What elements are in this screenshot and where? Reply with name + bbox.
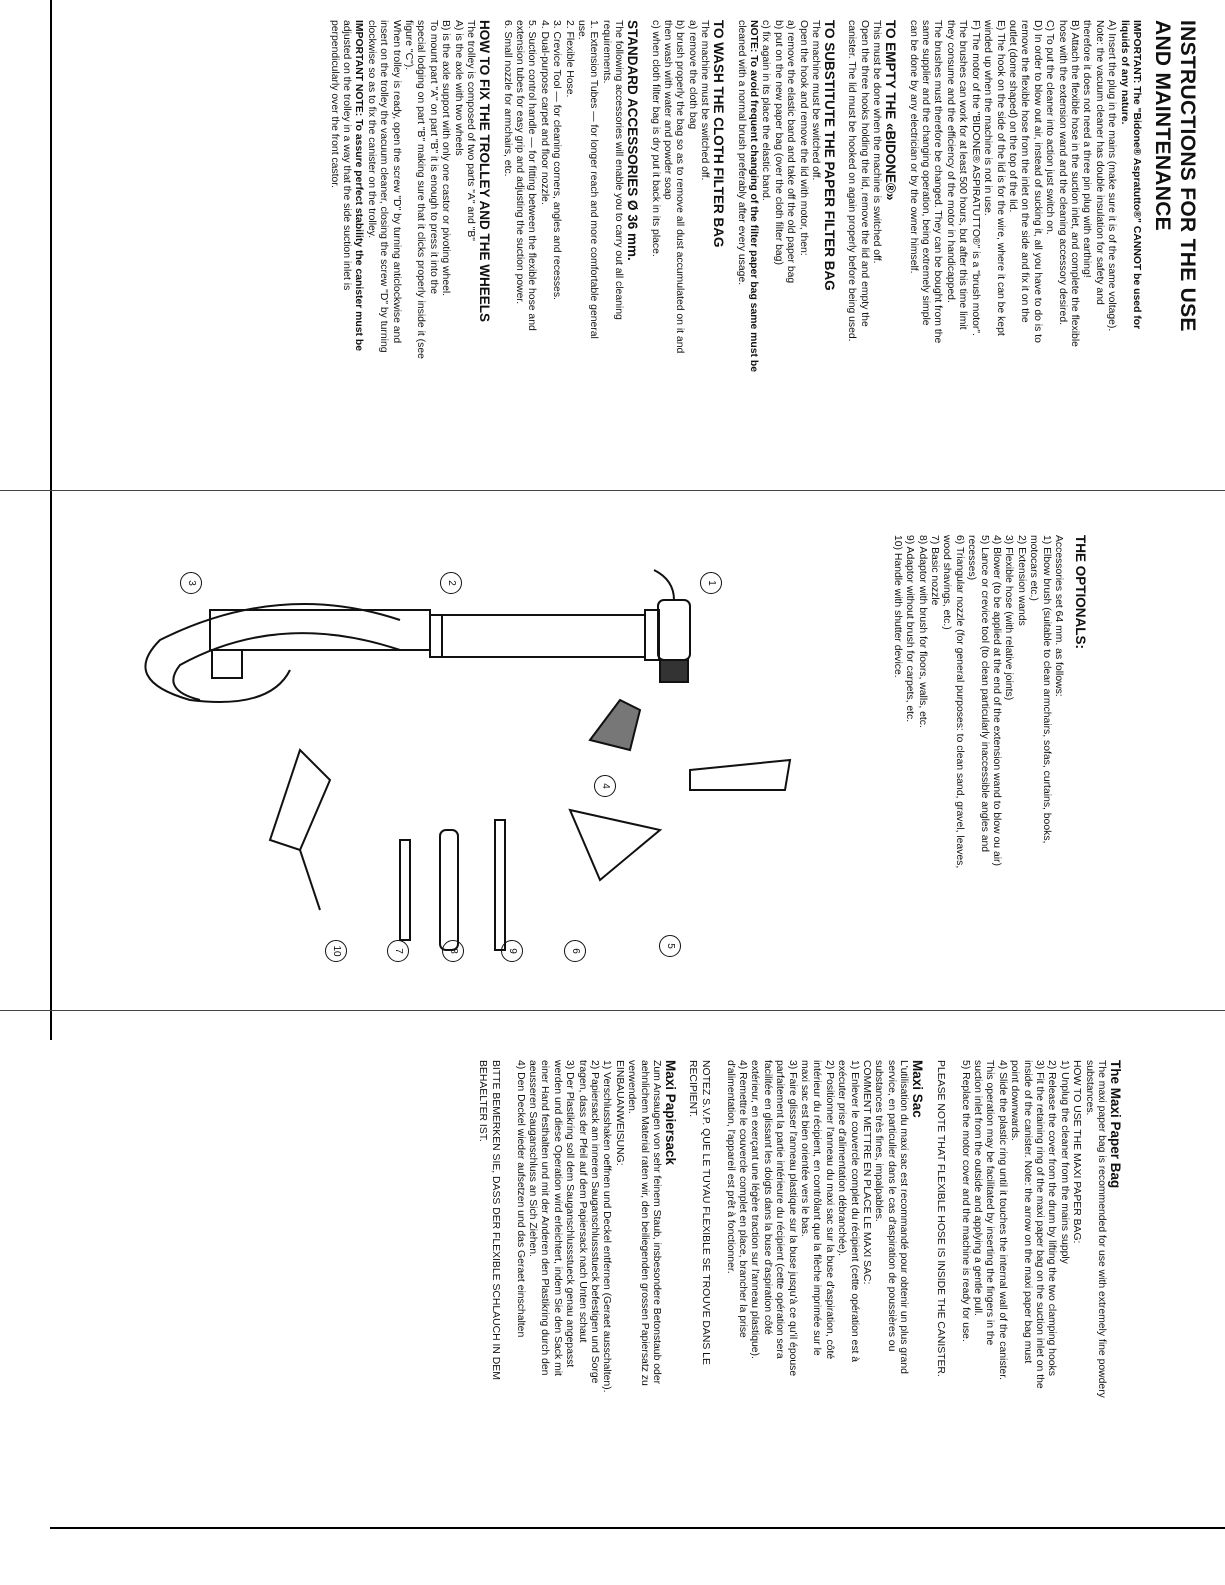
text-line: inside of the canister. Note: the arrow on the maxi paper bag must [1021,1060,1033,1364]
text-line: outlet (dome shaped) on the top of the lid. [1006,20,1018,213]
figure-number-7: 7 [387,940,409,962]
trolley-steps [327,20,476,490]
text-line: B) Attach the flexible hose in the suction inlet, and complete the flexible [1068,20,1080,347]
text-line [501,1060,513,1520]
figure-number-4: 4 [594,775,616,797]
text-line: tragen, dass der Pfeil auf dem Papiersack nach Unten schaut [576,1060,588,1343]
text-line: Open the hook and remove the lid with motor, then: [797,20,809,256]
text-line: 9) Adaptor without brush for carpets, etc. [904,535,916,723]
bottom-edge-rule [50,1527,1225,1529]
fold-line-1 [0,490,1225,491]
text-line: substances très fines, impalpables. [873,1060,885,1222]
maxi-bag-title: The Maxi Paper Bag [1108,1060,1123,1189]
text-line: BITTE BEMERKEN SIE, DASS DER FLEXIBLE SCHLAUCH IN DEM [489,1060,501,1380]
text-line: special lodging on part "B" making sure that it clicks properly inside it (see [415,20,427,359]
text-line: The brushes can work for at least 500 hours, but after this time limit [957,20,969,330]
text-line: requirements. [600,20,612,84]
text-line: aehnlichem Material raten wir, den beiliegenden grossen Papiersatz zu [638,1060,650,1386]
text-line: wood shavings, etc.) [941,535,953,630]
text-line: d'alimentation, l'appareil est prêt à fonctionner. [724,1060,736,1274]
text-line [711,1060,723,1520]
figure-number-2: 2 [440,572,462,594]
text-line: 4) Blower (to be applied at the end of the extension wand to blow ou air) [990,535,1002,866]
text-line: IMPORTANT NOTE: To assure perfect stability the canister must be [353,20,365,352]
text-line: clockwise so as to fix the canister on the trolley. [365,20,377,239]
text-line: C) To put the cleaner into action just switch on. [1044,20,1056,235]
text-line: 2) Release the cover from the drum by lifting the two clamping hooks [1046,1060,1058,1376]
text-line: 2) Extension wands [1015,535,1027,626]
text-line: point downwards. [1009,1060,1021,1141]
section-title-accessories: STANDARD ACCESSORIES Ø 36 mm. [625,20,641,261]
paper-bag-steps [734,20,821,490]
text-line: 8) Adaptor with brush for floors, walls, etc. [916,535,928,728]
text-line: 3) Der Plastikring soll dem Sauganschlussstueck genau angepasst [564,1060,576,1368]
text-line: adjusted on the trolley in a way that the side suction inlet is [341,20,353,291]
text-line: cleaned with a normal brush preferably after every usage. [735,20,747,286]
text-line: recesses) [966,535,978,581]
figure-number-10: 10 [325,940,347,962]
text-line: 2. Flexible Hose. [563,20,575,98]
text-line: 7) Basic nozzle [928,535,940,606]
triangular-nozzle-drawing [570,810,660,880]
text-line: c) when cloth filter bag is dry put it back in its place. [649,20,661,257]
text-line: hose with the extension wand and the cleaning accessory desired. [1056,20,1068,325]
important-note-l1: IMPORTANT: The "Bidone® Aspratutto®" CANNOT be used for [1131,20,1142,330]
text-line: B) is the axle support with only one castor or pivoting wheel. [440,20,452,297]
figure-number-3: 3 [180,572,202,594]
page-title-line-2: AND MAINTENANCE [1151,20,1174,231]
text-line: BEHAELTER IST. [477,1060,489,1142]
figure-number-9: 9 [501,940,523,962]
text-line: service, en particulier dans le cas d'aspiration de poussières ou [885,1060,897,1352]
text-line: Accessories set 64 mm. as follows: [1053,535,1064,697]
text-line: 4) Remettre le couvercle complet en place, brancher la prise [737,1060,749,1338]
text-line: use. [575,20,587,40]
text-line: 1) Unplug the cleaner from the mains supply [1058,1060,1070,1264]
usage-steps [906,20,1117,490]
text-line: substances. [1083,1060,1095,1116]
text-line: 4) Slide the plastic ring until it touches the internal wall of the canister. [996,1060,1008,1380]
text-line: 6. Small nozzle for armchairs, etc. [501,20,513,177]
text-line: 4) Den Deckel wieder aufsetzen und das Geraet einschalten [514,1060,526,1338]
text-line: verwenden. [626,1060,638,1114]
text-line: facilitée en glissant les doigts dans la buse d'aspiration côté [761,1060,773,1335]
floor-nozzle-drawings [400,820,505,950]
figure-number-1: 1 [700,572,722,594]
text-line: The maxi paper bag is recommended for use with extremely fine powdery [1096,1060,1107,1398]
shutter-handle-drawing [270,750,330,910]
text-line: insert on the trolley the vacuum cleaner, closing the screw "D" by turning [378,20,390,353]
extension-wand-drawing [430,610,659,660]
text-line: b) brush properly the bag so as to remove all dust accumulated on it and [674,20,686,354]
text-line: The machine must be switched off. [699,20,711,181]
text-line: canister. The lid must be hooked on again properly before being used. [846,20,858,342]
text-line: COMMENT METTRE EN PLACE LE MAXI SAC: [861,1060,873,1285]
text-line: aeusseren Sauganschluss an Sich Ziehen. [526,1060,538,1257]
maxi-papiersack-steps [476,1060,662,1520]
text-line [946,1060,958,1520]
text-line: PLEASE NOTE THAT FLEXIBLE HOSE IS INSIDE THE CANISTER. [934,1060,946,1377]
text-line: 1) Elbow brush (suitable to clean armchairs, sofas, curtains, books, [1040,535,1052,844]
text-line: 1. Extension Tubes — for longer reach and more comfortable general [588,20,600,339]
text-line: 3) Flexible hose (with relative joints) [1003,535,1015,701]
text-line: EINBAUANWEISUNG: [613,1060,625,1166]
accessories-illustration [100,520,1000,990]
text-line: This operation may be facilitated by inserting the fingers in the [984,1060,996,1346]
text-line: Open the three hooks holding the lid, remove the lid and empty the [858,20,870,327]
text-line: maxi sac est bien orientée vers le bas. [799,1060,811,1237]
empty-steps [845,20,882,490]
text-line: When trolley is ready, open the screw "D" by turning anticlockwise and [390,20,402,344]
text-line: winded up when the machine is not in use. [982,20,994,216]
figure-number-8: 8 [442,940,464,962]
text-line: can be done by any electrician or by the owner himself. [907,20,919,274]
crevice-tool-drawing [690,760,790,790]
flexible-hose-drawing [145,604,430,702]
blower-drawing [590,700,640,750]
text-line: HOW TO USE THE MAXI PAPER BAG: [1071,1060,1083,1244]
text-line: This must be done when the machine is switched off. [871,20,883,264]
text-line: 2) Papiersack am inneren Sauganschlussstueck befestigen und Sorge [588,1060,600,1384]
text-line: then wash with water and powder soap [662,20,673,200]
text-line: 3) Faire glisser l'anneau plastique sur la buse jusqu'à ce qu'il épouse [786,1060,798,1377]
text-line: F) The motor of the "BIDONE® ASPIRATUTTO®" is a "brush motor". [969,20,981,336]
text-line: E) The hook on the side of the lid is for the wire, where it can be kept [994,20,1006,336]
text-line: they consume and the efficiency of the motor in handicapped. [944,20,956,303]
cloth-bag-steps [648,20,710,490]
text-line: suction inlet from the outside and applying a gentle pull. [971,1060,983,1316]
text-line: remove the flexible hose from the inlet on the side and fix it on the [1019,20,1031,323]
text-line: therefore it does not need a three pin plug with earthing! [1081,20,1093,278]
text-line: 2) Positionner l'anneau du maxi sac sur la buse d'aspiration, côté [823,1060,835,1360]
text-line: einer Hand festhalten und mit der Anderen den Plastikring durch den [539,1060,551,1376]
text-line: RECIPIENT. [687,1060,699,1118]
important-note-l2: liquids of any nature. [1118,20,1130,125]
text-line: 10) Handle with shutter device. [891,535,903,678]
left-edge-rule [50,0,52,1040]
accessories-list [500,20,624,490]
text-line: extension tubes for easy grip and adjusting the suction power. [513,20,525,305]
maxi-sac-steps [686,1060,909,1520]
text-line: werden und diese Operation wird erleichtert, indem Sie den Sack mit [551,1060,563,1376]
text-line: intérieur du récipient, en contrôlant que la flèche imprimée sur le [811,1060,823,1356]
column-instructions [327,20,1200,490]
text-line: 1) Enlever le couvercle complet du récipient (cette opération est à [848,1060,860,1363]
text-line: perpendicularly over the front castor. [328,20,340,189]
optionals-title: THE OPTIONALS: [1073,535,1088,649]
column-maxi-bag [476,1060,1123,1520]
text-line: Zum Ansaugen von sehr feinem Staub, insbesondere Betonstaub oder [651,1060,662,1385]
text-line: 3) Fit the retaining ring of the maxi paper bag on the suction inlet on the [1033,1060,1045,1389]
maxi-papiersack-title: Maxi Papiersack [663,1060,678,1166]
text-line: To mount part "A" on part "B" it is enough to press it into the [427,20,439,295]
text-line: 6) Triangular nozzle (for general purposes: to clean sand, gravel, leaves, [953,535,965,869]
text-line: a) remove the cloth bag [686,20,698,130]
text-line: figure "C"). [403,20,415,71]
text-line: exécuter prise d'alimentation débranchée). [836,1060,848,1257]
text-line: The trolley is composed of two parts "A" and "B" [465,20,477,241]
text-line: NOTEZ S.V.P. QUE LE TUYAU FLEXIBLE SE TROUVE DANS LE [699,1060,711,1365]
maxi-sac-title: Maxi Sac [910,1060,926,1118]
text-line: 5) Replace the motor cover and the machine is ready for use. [959,1060,971,1342]
section-title-empty: TO EMPTY THE «BIDONE®» [883,20,899,201]
text-line: 4. Dual-purpose carpet and floor nozzle. [538,20,550,205]
figure-number-6: 6 [564,940,586,962]
section-title-trolley: HOW TO FIX THE TROLLEY AND THE WHEELS [477,20,493,323]
text-line: same supplier and the changing operation, being extremely simple [920,20,932,326]
text-line: 1) Verschlusshaken oeffnen und Deckel entfernen (Geraet ausschalten). [601,1060,613,1393]
text-line: NOTE: To avoid frequent changing of the filter paper bag same must be [748,20,760,372]
section-title-cloth-bag: TO WASH THE CLOTH FILTER BAG [711,20,727,248]
text-line: The brushes must therefore be changed. They can be bought from the [932,20,944,344]
maxi-bag-steps [933,1060,1107,1520]
section-title-paper-bag: TO SUBSTITUTE THE PAPER FILTER BAG [822,20,838,291]
text-line: c) fix again in its place the elastic band. [760,20,772,201]
page-title-line-1: INSTRUCTIONS FOR THE USE [1176,20,1199,332]
text-line: motocars etc.) [1028,535,1040,601]
text-line: Note: the vacuum cleaner has double insulation for safety and [1093,20,1105,305]
text-line: b) put on the new paper bag (over the cloth filter bag) [772,20,784,265]
text-line: 3. Crevice Tool — for cleaning corners, angles and recesses. [551,20,563,300]
figure-number-5: 5 [659,935,681,957]
text-line: 5. Suction control handle — for fitting between the flexible hose and [526,20,538,331]
text-line: The machine must be switched off. [810,20,822,181]
fold-line-2 [0,1010,1225,1011]
text-line: a) remove the elastic band and take off the old paper bag [785,20,797,284]
text-line: parfaitement la partie intérieure du récipient (cette opération sera [774,1060,786,1359]
text-line: L'utilisation du maxi sac est recommandé pour obtenir un plus grand [898,1060,910,1374]
text-line: extérieur, en exerçant une légère traction sur l'anneau plastique). [749,1060,761,1359]
text-line: The following accessories will enable you to carry out all cleaning [613,20,625,320]
text-line: A) Insert the plug in the mains (make sure it is of the same voltage). [1106,20,1118,332]
text-line: 5) Lance or crevice tool (to clean particularly inaccessible angles and [978,535,990,853]
text-line: A) is the axle with two wheels [452,20,464,156]
text-line: D) In order to blow out air, instead of sucking it, all you have to do is to [1031,20,1043,343]
